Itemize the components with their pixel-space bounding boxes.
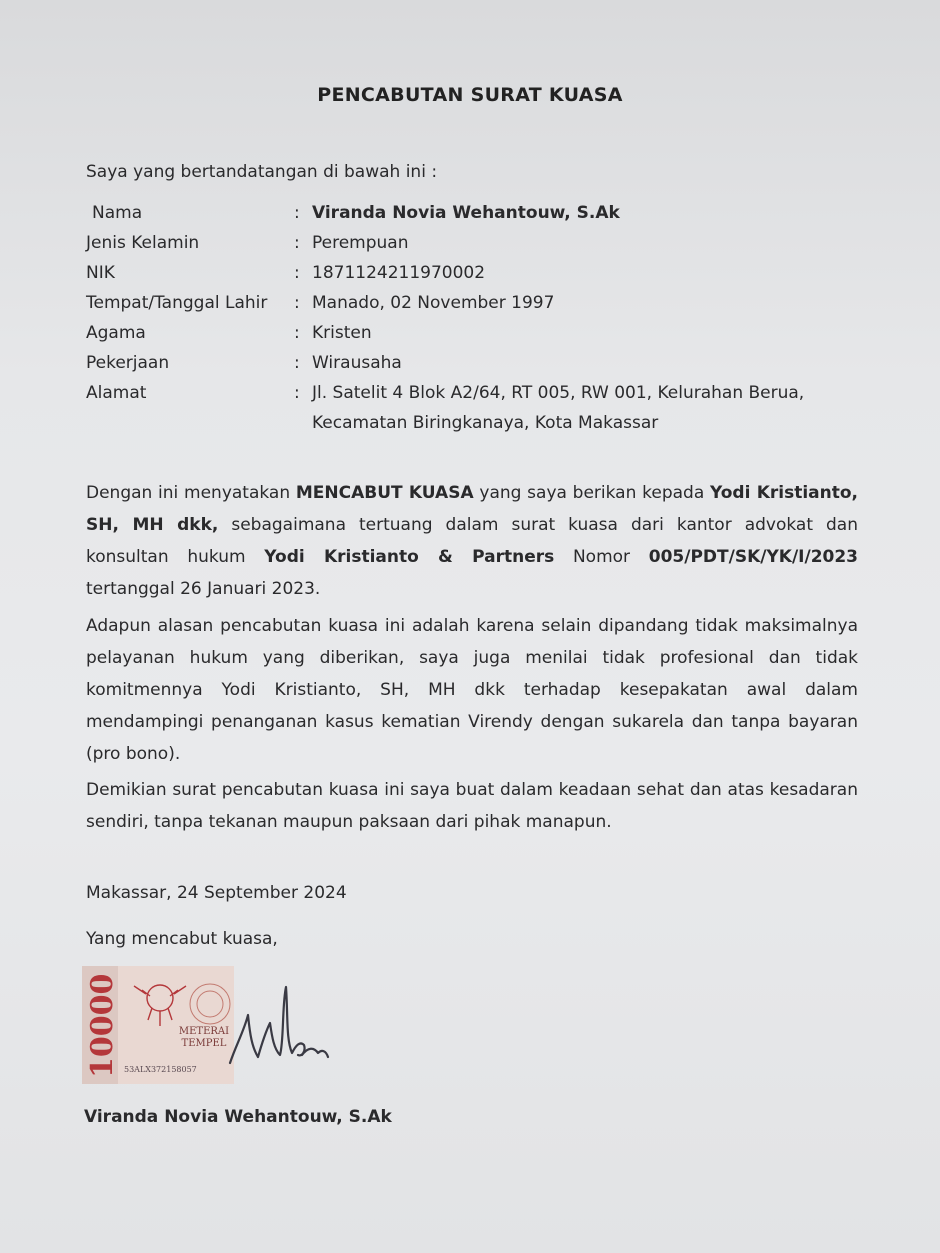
place-date: Makassar, 24 September 2024 xyxy=(86,883,347,903)
field-value-alamat: Jl. Satelit 4 Blok A2/64, RT 005, RW 001, Kelurahan Berua, xyxy=(312,383,805,403)
field-label: Pekerjaan xyxy=(86,353,170,373)
document-title: PENCABUTAN SURAT KUASA xyxy=(317,84,623,106)
field-colon: : xyxy=(294,263,300,283)
field-value-ttl: Manado, 02 November 1997 xyxy=(312,293,555,313)
field-value-nama: Viranda Novia Wehantouw, S.Ak xyxy=(312,203,620,223)
signature-stroke xyxy=(230,987,328,1063)
text-run: Dengan ini menyatakan xyxy=(86,483,296,503)
bold-run-firm-name: Yodi Kristianto & Partners xyxy=(264,547,555,567)
declaration-paragraph: Demikian surat pencabutan kuasa ini saya buat dalam keadaan sehat dan atas kesadaran sendiri, tanpa tekanan maupun paksaan dari pihak manapun. xyxy=(86,780,858,832)
statement-paragraph xyxy=(86,477,858,605)
closing-line: Yang mencabut kuasa, xyxy=(86,929,278,949)
field-value-agama: Kristen xyxy=(312,323,372,343)
handwritten-signature xyxy=(222,975,332,1075)
field-colon: : xyxy=(294,203,300,223)
field-label: Agama xyxy=(86,323,146,343)
field-label: Nama xyxy=(92,203,143,223)
text-run: Nomor xyxy=(554,547,649,567)
field-label: Jenis Kelamin xyxy=(86,233,200,253)
bold-run-lawyer-name: Yodi Kristianto, SH, MH dkk, xyxy=(86,483,858,535)
field-colon: : xyxy=(294,323,300,343)
stamp-label-tempel: TEMPEL xyxy=(181,1038,227,1049)
signer-name: Viranda Novia Wehantouw, S.Ak xyxy=(84,1107,392,1127)
field-label: Alamat xyxy=(86,383,147,403)
field-value-jenis-kelamin: Perempuan xyxy=(312,233,409,253)
meterai-stamp xyxy=(82,966,242,1084)
bold-run-mencabut-kuasa: MENCABUT KUASA xyxy=(295,483,474,503)
reason-paragraph: Adapun alasan pencabutan kuasa ini adalah karena selain dipandang tidak maksimalnya pelayanan hukum yang diberikan, saya juga menilai tidak profesional dan tidak komitmennya Yodi Kristianto, SH, MH dkk terhadap kesepakatan awal dalam mendampingi penanganan kasus kematian Virendy dengan sukarela dan tanpa bayaran (pro bono). xyxy=(86,616,858,764)
field-colon: : xyxy=(294,383,300,403)
stamp-serial: 53ALX372158057 xyxy=(124,1065,197,1074)
field-value-nik: 1871124211970002 xyxy=(312,263,486,283)
intro-line: Saya yang bertandatangan di bawah ini : xyxy=(86,162,438,182)
stamp-amount: 10000 xyxy=(85,973,120,1078)
stamp-label-meterai: METERAI xyxy=(178,1026,230,1037)
field-colon: : xyxy=(294,353,300,373)
text-run: yang saya berikan kepada xyxy=(473,483,710,503)
field-label: NIK xyxy=(86,263,115,283)
field-value-pekerjaan: Wirausaha xyxy=(312,353,402,373)
text-run: tertanggal 26 Januari 2023. xyxy=(86,579,321,599)
field-value-alamat-line2: Kecamatan Biringkanaya, Kota Makassar xyxy=(312,413,659,433)
text-run: sebagaimana tertuang dalam surat kuasa dari kantor advokat dan konsultan hukum xyxy=(86,515,858,567)
bold-run-letter-number: 005/PDT/SK/YK/I/2023 xyxy=(648,547,859,567)
field-label: Tempat/Tanggal Lahir xyxy=(86,293,268,313)
field-colon: : xyxy=(294,233,300,253)
field-colon: : xyxy=(294,293,300,313)
